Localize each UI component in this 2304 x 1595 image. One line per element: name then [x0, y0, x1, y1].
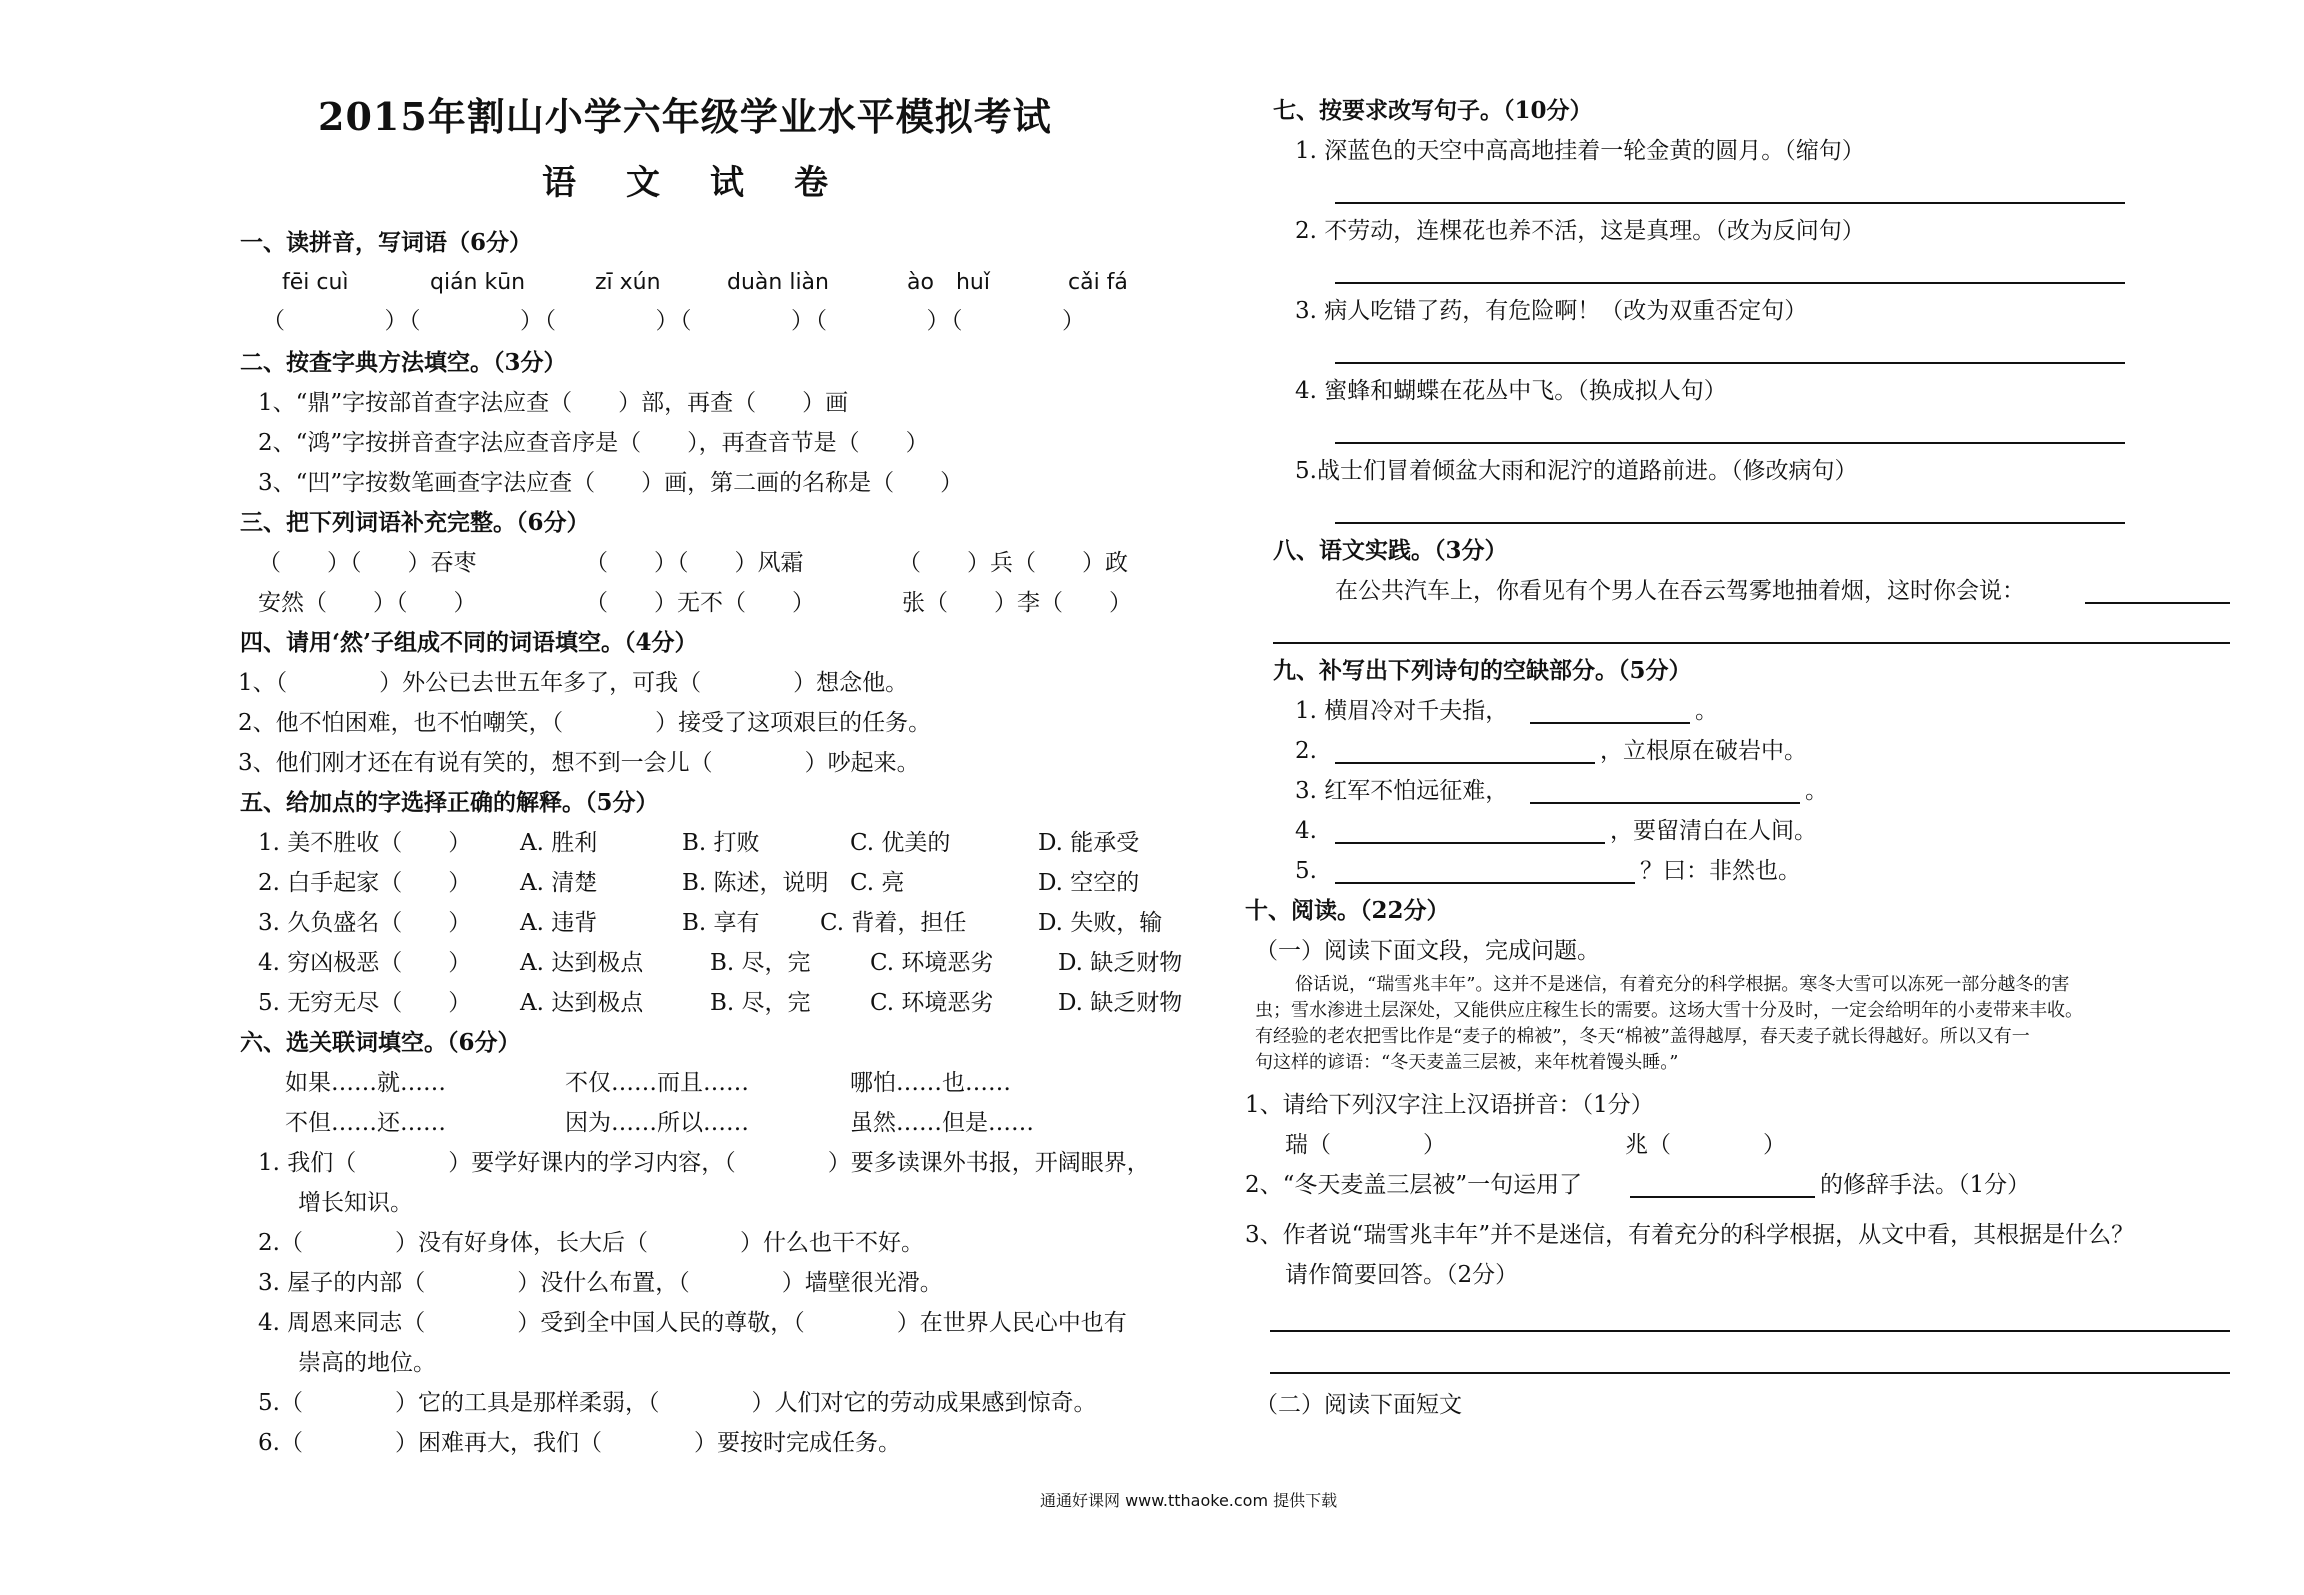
s4-item-2: 2、他不怕困难，也不怕嘲笑，（ ）接受了这项艰巨的任务。	[238, 710, 932, 736]
section-3-heading: 三、把下列词语补充完整。（6分）	[240, 509, 590, 536]
s5-q2-a: A. 清楚	[520, 870, 598, 896]
s9-answer-line-4[interactable]	[1335, 842, 1605, 844]
s6-item-2: 2.（ ）没有好身体，长大后（ ）什么也干不好。	[258, 1230, 924, 1256]
s7-item-3: 3. 病人吃错了药，有危险啊！（改为双重否定句）	[1295, 298, 1808, 324]
s9-item-2-post: ，立根原在破岩中。	[1600, 738, 1807, 764]
s5-q1-d: D. 能承受	[1038, 830, 1140, 856]
s9-item-5-post: ？曰：非然也。	[1640, 858, 1801, 884]
s7-answer-line-2[interactable]	[1335, 282, 2125, 284]
s9-item-1-post: 。	[1695, 698, 1718, 724]
s5-q4-c: C. 环境恶劣	[870, 950, 994, 976]
s3-r1-b: （ ）（ ）风霜	[585, 550, 804, 576]
s6-word-4: 不但……还……	[285, 1110, 446, 1136]
s5-q3-d: D. 失败，输	[1038, 910, 1163, 936]
s9-answer-line-1[interactable]	[1530, 722, 1690, 724]
s5-q3-a: A. 违背	[520, 910, 598, 936]
pinyin-4: duàn liàn	[727, 270, 829, 295]
s7-answer-line-1[interactable]	[1335, 202, 2125, 204]
pinyin-3: zī xún	[595, 270, 661, 295]
s6-item-1: 1. 我们（ ）要学好课内的学习内容，（ ）要多读课外书报，开阔眼界，	[258, 1150, 1150, 1176]
s9-answer-line-3[interactable]	[1530, 802, 1800, 804]
s5-q5-d: D. 缺乏财物	[1058, 990, 1183, 1016]
s10-q2-suffix: 的修辞手法。（1分）	[1820, 1172, 2031, 1198]
passage-line-1: 俗话说，“瑞雪兆丰年”。这并不是迷信，有着充分的科学根据。寒冬大雪可以冻死一部分越冬的害	[1295, 974, 2070, 995]
passage-line-3: 有经验的老农把雪比作是“麦子的棉被”，冬天“棉被”盖得越厚，春天麦子就长得越好。所以又有一	[1255, 1026, 2030, 1047]
s9-item-3-pre: 3. 红军不怕远征难，	[1295, 778, 1509, 804]
footer-credit: 通通好课网 www.tthaoke.com 提供下载	[1040, 1491, 1338, 1510]
s5-q3-b: B. 享有	[682, 910, 760, 936]
s5-q5: 5. 无穷无尽（ ）	[258, 990, 472, 1016]
s10-part-1-label: （一）阅读下面文段，完成问题。	[1255, 938, 1600, 964]
s5-q3-c: C. 背着，担任	[820, 910, 967, 936]
pinyin-2: qián kūn	[430, 270, 526, 295]
section-8-heading: 八、语文实践。（3分）	[1273, 537, 1508, 564]
s9-item-5-pre: 5.	[1295, 858, 1317, 884]
s9-item-4-post: ，要留清白在人间。	[1610, 818, 1817, 844]
s7-item-5: 5.战士们冒着倾盆大雨和泥泞的道路前进。（修改病句）	[1295, 458, 1858, 484]
s3-r2-a: 安然（ ）（ ）	[258, 590, 477, 616]
s6-item-6: 6.（ ）困难再大，我们（ ）要按时完成任务。	[258, 1430, 901, 1456]
s10-q1-char-a: 瑞（ ）	[1285, 1132, 1446, 1158]
section-5-heading: 五、给加点的字选择正确的解释。（5分）	[240, 789, 659, 816]
s5-q1-b: B. 打败	[682, 830, 760, 856]
s5-q2-d: D. 空空的	[1038, 870, 1140, 896]
s7-item-1: 1. 深蓝色的天空中高高地挂着一轮金黄的圆月。（缩句）	[1295, 138, 1865, 164]
s9-answer-line-2[interactable]	[1335, 762, 1595, 764]
section-1-heading: 一、读拼音，写词语（6分）	[240, 229, 533, 256]
s5-q5-a: A. 达到极点	[520, 990, 644, 1016]
s2-item-3: 3、“凹”字按数笔画查字法应查（ ）画，第二画的名称是（ ）	[258, 470, 964, 496]
section-7-heading: 七、按要求改写句子。（10分）	[1273, 97, 1593, 124]
s8-answer-line-1[interactable]	[2085, 602, 2230, 604]
s5-q5-c: C. 环境恶劣	[870, 990, 994, 1016]
s3-r2-c: 张（ ）李（ ）	[902, 590, 1132, 616]
s2-item-2: 2、“鸿”字按拼音查字法应查音序是（ ），再查音节是（ ）	[258, 430, 929, 456]
s6-item-1-cont: 增长知识。	[298, 1190, 413, 1216]
s10-q3-instruction: 请作简要回答。（2分）	[1285, 1262, 1519, 1288]
exam-subtitle: 语文试卷	[542, 163, 878, 203]
section-4-heading: 四、请用‘然’子组成不同的词语填空。（4分）	[240, 629, 698, 656]
section-6-heading: 六、选关联词填空。（6分）	[240, 1029, 521, 1056]
s10-q1: 1、请给下列汉字注上汉语拼音：（1分）	[1245, 1092, 1654, 1118]
s6-item-4: 4. 周恩来同志（ ）受到全中国人民的尊敬，（ ）在世界人民心中也有	[258, 1310, 1127, 1336]
s6-word-3: 哪怕……也……	[850, 1070, 1011, 1096]
s5-q2-c: C. 亮	[850, 870, 905, 896]
s9-item-3-post: 。	[1805, 778, 1828, 804]
s5-q4-d: D. 缺乏财物	[1058, 950, 1183, 976]
s5-q1-a: A. 胜利	[520, 830, 598, 856]
s6-item-4-cont: 崇高的地位。	[298, 1350, 436, 1376]
s5-q4-a: A. 达到极点	[520, 950, 644, 976]
s10-q1-char-b: 兆（ ）	[1625, 1132, 1786, 1158]
passage-line-2: 虫；雪水渗进土层深处，又能供应庄稼生长的需要。这场大雪十分及时，一定会给明年的小麦带来丰收。	[1255, 1000, 2083, 1021]
s7-answer-line-4[interactable]	[1335, 442, 2125, 444]
s10-q3-answer-line-1[interactable]	[1270, 1330, 2230, 1332]
pinyin-5: ào huǐ	[907, 270, 990, 295]
s6-word-2: 不仅……而且……	[565, 1070, 749, 1096]
s4-item-3: 3、他们刚才还在有说有笑的，想不到一会儿（ ）吵起来。	[238, 750, 920, 776]
s8-prompt: 在公共汽车上，你看见有个男人在吞云驾雾地抽着烟，这时你会说：	[1335, 578, 2025, 604]
s6-item-3: 3. 屋子的内部（ ）没什么布置，（ ）墙壁很光滑。	[258, 1270, 943, 1296]
s9-item-2-pre: 2.	[1295, 738, 1317, 764]
s5-q4: 4. 穷凶极恶（ ）	[258, 950, 472, 976]
s5-q1: 1. 美不胜收（ ）	[258, 830, 472, 856]
s7-item-4: 4. 蜜蜂和蝴蝶在花丛中飞。（换成拟人句）	[1295, 378, 1727, 404]
s6-word-6: 虽然……但是……	[850, 1110, 1034, 1136]
s9-answer-line-5[interactable]	[1335, 882, 1635, 884]
s3-r2-b: （ ）无不（ ）	[585, 590, 815, 616]
s10-q3: 3、作者说“瑞雪兆丰年”并不是迷信，有着充分的科学根据，从文中看，其根据是什么？	[1245, 1222, 2135, 1248]
s5-q4-b: B. 尽，完	[710, 950, 811, 976]
s9-item-4-pre: 4.	[1295, 818, 1317, 844]
s10-q2-prefix: 2、“冬天麦盖三层被”一句运用了	[1245, 1172, 1583, 1198]
exam-title: 2015年割山小学六年级学业水平模拟考试	[318, 94, 1052, 139]
s3-r1-c: （ ）兵（ ）政	[898, 550, 1128, 576]
s3-r1-a: （ ）（ ）吞枣	[258, 550, 477, 576]
s5-q3: 3. 久负盛名（ ）	[258, 910, 472, 936]
s7-answer-line-5[interactable]	[1335, 522, 2125, 524]
s5-q1-c: C. 优美的	[850, 830, 951, 856]
s10-part-2-label: （二）阅读下面短文	[1255, 1392, 1462, 1418]
s5-q5-b: B. 尽，完	[710, 990, 811, 1016]
section-9-heading: 九、补写出下列诗句的空缺部分。（5分）	[1273, 657, 1692, 684]
s8-answer-line-2[interactable]	[1273, 642, 2230, 644]
s6-word-1: 如果……就……	[285, 1070, 446, 1096]
section-10-heading: 十、阅读。（22分）	[1245, 897, 1450, 924]
s6-word-5: 因为……所以……	[565, 1110, 749, 1136]
pinyin-6: cǎi fá	[1068, 270, 1128, 295]
s10-q3-answer-line-2[interactable]	[1270, 1372, 2230, 1374]
section-2-heading: 二、按查字典方法填空。（3分）	[240, 349, 567, 376]
s7-item-2: 2. 不劳动，连棵花也养不活，这是真理。（改为反问句）	[1295, 218, 1865, 244]
pinyin-1: fēi cuì	[282, 270, 349, 295]
s2-item-1: 1、“鼎”字按部首查字法应查（ ）部，再查（ ）画	[258, 390, 849, 416]
s5-q2-b: B. 陈述，说明	[682, 870, 829, 896]
s10-q2-answer-line[interactable]	[1630, 1196, 1815, 1198]
s9-item-1-pre: 1. 横眉冷对千夫指，	[1295, 698, 1509, 724]
s4-item-1: 1、（ ）外公已去世五年多了，可我（ ）想念他。	[238, 670, 909, 696]
s7-answer-line-3[interactable]	[1335, 362, 2125, 364]
s6-item-5: 5.（ ）它的工具是那样柔弱，（ ）人们对它的劳动成果感到惊奇。	[258, 1390, 1097, 1416]
s5-q2: 2. 白手起家（ ）	[258, 870, 472, 896]
pinyin-answer-brackets: （ ）（ ）（ ）（ ）（ ）（ ）	[262, 308, 1087, 334]
passage-line-4: 句这样的谚语：“冬天麦盖三层被，来年枕着馒头睡。”	[1255, 1052, 1679, 1073]
